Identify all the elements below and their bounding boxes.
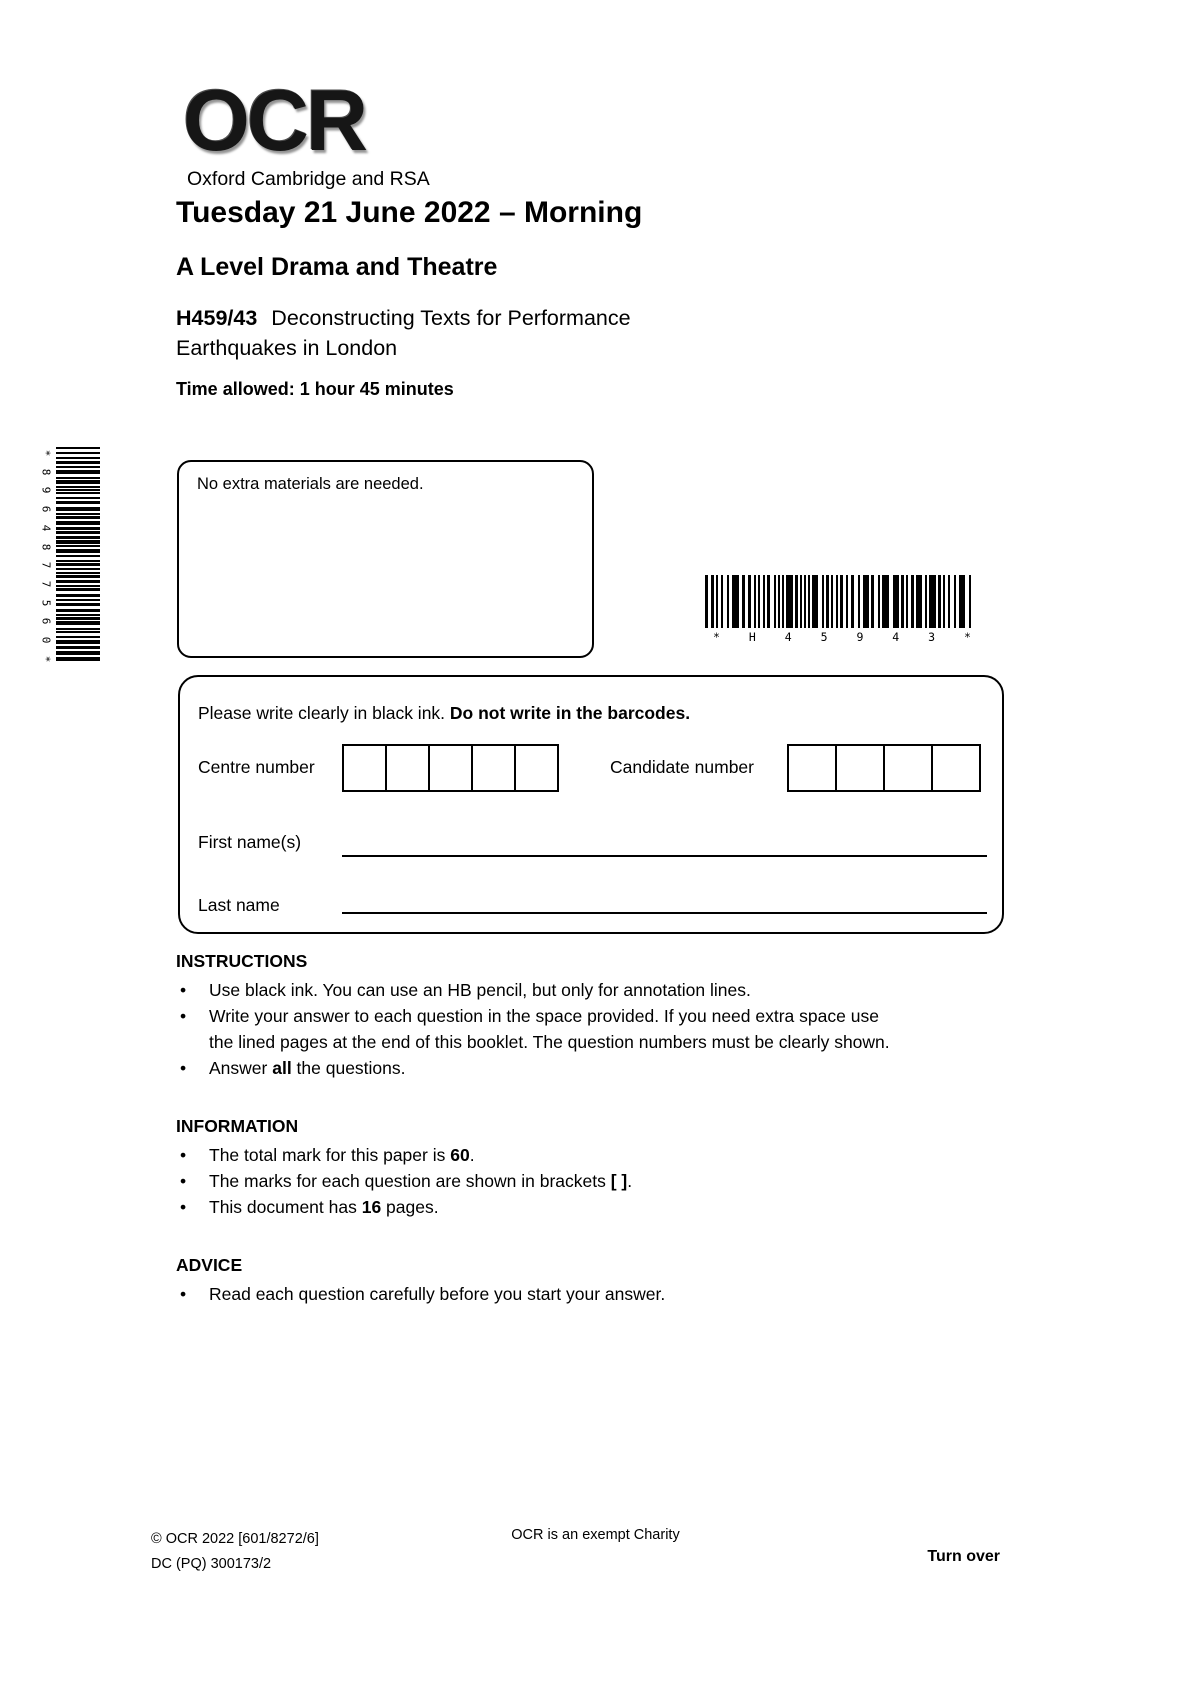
centre-number-label: Centre number <box>198 757 315 777</box>
bullet-text: The total mark for this paper is 60. <box>209 1145 475 1165</box>
bullet-text: The marks for each question are shown in brackets [ ]. <box>209 1171 633 1191</box>
paper-subtitle: Earthquakes in London <box>176 336 398 360</box>
last-name-label: Last name <box>198 895 280 915</box>
vertical-barcode-char: * <box>39 449 53 457</box>
vertical-barcode-char: 8 <box>39 468 53 476</box>
bullet-text: Answer all the questions. <box>209 1058 406 1078</box>
vertical-barcode-char: 6 <box>39 618 53 625</box>
vertical-barcode-char: 8 <box>39 543 53 550</box>
vertical-barcode-bars-icon <box>56 447 100 665</box>
ocr-tagline: Oxford Cambridge and RSA <box>187 168 430 190</box>
candidate-number-label: Candidate number <box>610 757 754 777</box>
vertical-barcode-char: 6 <box>39 505 53 513</box>
bullet-item <box>176 1281 1000 1307</box>
barcode-caption-char: 3 <box>928 630 936 644</box>
centre-number-cell[interactable] <box>385 744 430 792</box>
ocr-logo: OCR <box>183 73 366 169</box>
vertical-barcode-digits <box>38 447 53 665</box>
bullet-text: Write your answer to each question in the space provided. If you need extra space use the lined pages at the end of this booklet. The question numbers must be clearly shown. <box>209 1006 890 1052</box>
bullet-item <box>176 1194 1000 1220</box>
barcode-caption-char: 5 <box>820 630 828 644</box>
barcode-caption-char: 9 <box>856 630 864 644</box>
centre-number-cell[interactable] <box>471 744 516 792</box>
paper-barcode-bars-icon <box>705 575 975 628</box>
bullet-item <box>176 1003 1000 1055</box>
centre-number-field[interactable] <box>342 744 559 792</box>
barcode-caption-char: 4 <box>892 630 900 644</box>
bullet-icon: • <box>180 1171 187 1191</box>
bullet-icon: • <box>180 1006 187 1026</box>
vertical-barcode-char: 5 <box>39 599 53 607</box>
first-name-label: First name(s) <box>198 832 302 852</box>
vertical-barcode-char: 9 <box>39 487 53 494</box>
candidate-number-cell[interactable] <box>883 744 933 792</box>
bullet-item <box>176 977 1000 1003</box>
bullet-item <box>176 1055 1000 1081</box>
bullet-icon: • <box>180 980 187 1000</box>
paper-code-line <box>176 306 631 331</box>
bullet-text: Use black ink. You can use an HB pencil, but only for annotation lines. <box>209 980 751 1000</box>
bullet-item <box>176 1168 1000 1194</box>
copyright-line: © OCR 2022 [601/8272/6] <box>151 1531 319 1547</box>
turn-over-label: Turn over <box>927 1548 1000 1565</box>
first-name-field[interactable] <box>342 855 987 857</box>
bullet-text: Read each question carefully before you start your answer. <box>209 1284 666 1304</box>
vertical-barcode-char: 4 <box>39 524 53 532</box>
bullet-icon: • <box>180 1197 187 1217</box>
last-name-field[interactable] <box>342 912 987 914</box>
front-page-sections <box>176 948 1000 1307</box>
barcode-caption-char: 4 <box>784 630 792 644</box>
bullet-text: This document has 16 pages. <box>209 1197 439 1217</box>
bullet-icon: • <box>180 1145 187 1165</box>
ink-instruction <box>198 703 690 724</box>
candidate-number-cell[interactable] <box>835 744 885 792</box>
paper-barcode <box>705 575 975 644</box>
ink-instruction-regular: Please write clearly in black ink. <box>198 703 450 723</box>
bullet-item <box>176 1142 1000 1168</box>
charity-note: OCR is an exempt Charity <box>511 1527 680 1543</box>
vertical-barcode-char: 0 <box>39 636 53 644</box>
ink-instruction-bold: Do not write in the barcodes. <box>449 703 691 723</box>
vertical-barcode-char: 7 <box>39 562 53 569</box>
exam-date-title: Tuesday 21 June 2022 – Morning <box>176 196 643 229</box>
section-heading-advice: ADVICE <box>176 1255 243 1275</box>
centre-number-cell[interactable] <box>514 744 559 792</box>
vertical-barcode-char: * <box>39 655 53 663</box>
vertical-barcode <box>38 447 100 665</box>
bullet-icon: • <box>180 1058 187 1078</box>
section-heading-information: INFORMATION <box>176 1116 299 1136</box>
materials-text: No extra materials are needed. <box>197 475 424 493</box>
paper-code: H459/43 <box>176 306 258 330</box>
centre-number-cell[interactable] <box>342 744 387 792</box>
candidate-number-cell[interactable] <box>931 744 981 792</box>
materials-box <box>177 460 594 658</box>
qualification-title: A Level Drama and Theatre <box>176 253 498 281</box>
centre-number-cell[interactable] <box>428 744 473 792</box>
candidate-number-cell[interactable] <box>787 744 837 792</box>
dc-code: DC (PQ) 300173/2 <box>151 1556 272 1572</box>
barcode-caption-char: * <box>713 630 720 644</box>
barcode-caption-char: * <box>964 630 971 644</box>
paper-barcode-caption <box>713 630 971 644</box>
barcode-caption-char: H <box>748 630 756 644</box>
bullet-icon: • <box>180 1284 187 1304</box>
vertical-barcode-char: 7 <box>39 580 53 588</box>
paper-title: Deconstructing Texts for Performance <box>271 306 631 330</box>
candidate-number-field[interactable] <box>787 744 981 792</box>
candidate-details-box <box>178 675 1004 934</box>
time-allowed: Time allowed: 1 hour 45 minutes <box>176 379 454 399</box>
section-heading-instructions: INSTRUCTIONS <box>176 951 308 971</box>
